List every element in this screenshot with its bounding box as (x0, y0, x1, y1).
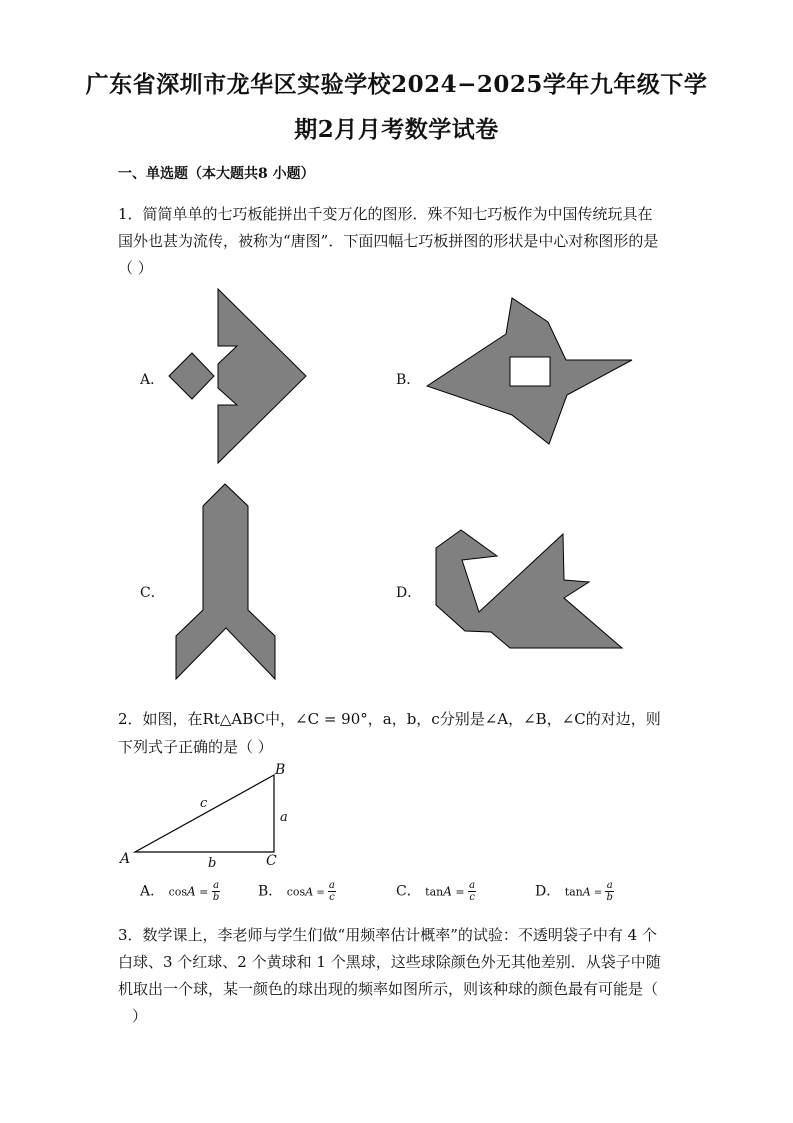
q1-text-line-2: 国外也甚为流传，被称为“唐图”．下面四幅七巧板拼图的形状是中心对称图形的是 (118, 232, 659, 250)
vertex-b-label: B (275, 762, 286, 778)
q2-option-c-label: C． (396, 883, 421, 900)
tangram-a-body (218, 289, 306, 463)
q2-option-c: C． tanA = $\frac{a}{c}$ (396, 880, 476, 903)
q2-option-d-fn: tan (564, 885, 583, 899)
q2-option-b: B． cosA = $\frac{a}{c}$ (258, 880, 335, 903)
q2-option-a-den: b (212, 892, 220, 903)
q2-option-b-den: c (329, 892, 335, 903)
exam-title-line-1: 广东省深圳市龙华区实验学校2024−2025学年九年级下学 (85, 71, 708, 98)
q1-text-line-3: （ ） (118, 259, 153, 277)
q2-option-a-var: A (187, 884, 196, 899)
q2-option-d-num: a (606, 880, 613, 891)
q3-text-line-1: 3．数学课上，李老师与学生们做“用频率估计概率”的试验：不透明袋子中有 4 个 (118, 926, 657, 944)
q3-text-line-2: 白球、3 个红球、2 个黄球和 1 个黑球，这些球除颜色外无其他差别．从袋子中随 (118, 953, 661, 971)
tangram-figure-c (176, 484, 275, 679)
q1-option-c-label: C． (140, 585, 165, 601)
q2-option-a-num: a (213, 880, 220, 891)
q2-option-c-var: A (443, 884, 452, 899)
triangle-outline (135, 775, 274, 852)
tangram-a-square (169, 353, 214, 399)
q1-option-d-label: D． (396, 585, 422, 601)
vertex-c-label: C (266, 853, 277, 869)
q1-text-line-1: 1．简简单单的七巧板能拼出千变万化的图形．殊不知七巧板作为中国传统玩具在 (118, 205, 653, 223)
q2-option-a: A． cosA = $\frac{a}{b}$ (140, 880, 220, 903)
q2-text-line-1: 2．如图，在Rt△ABC中，∠C = 90°，a，b，c分别是∠A，∠B，∠C的对边，则 (118, 710, 661, 728)
tangram-b-body (427, 298, 632, 444)
q2-option-b-num: a (328, 880, 335, 891)
q2-option-b-fn: cos (286, 885, 306, 899)
q2-option-b-var: A (305, 885, 314, 899)
q2-option-a-label: A． (140, 883, 165, 900)
q2-option-c-fraction (468, 880, 476, 903)
q2-option-c-den: c (469, 892, 475, 903)
side-b-label: b (208, 856, 217, 871)
tangram-figure-d (436, 530, 622, 648)
q2-option-b-fraction (328, 880, 336, 903)
q2-option-d-den: b (606, 892, 613, 903)
section-heading: 一、单选题（本大题共8 小题） (118, 166, 315, 182)
q2-option-d-label: D． (535, 883, 561, 900)
q1-option-a-label: A． (140, 372, 165, 388)
q2-text-line-2: 下列式子正确的是（ ） (118, 738, 273, 756)
side-a-label: a (280, 810, 288, 825)
right-triangle-abc (135, 775, 274, 852)
tangram-d-body (436, 530, 622, 648)
exam-title-line-2: 期2月月考数学试卷 (294, 116, 499, 143)
tangram-c-body (176, 484, 275, 679)
q2-option-a-fn: cos (168, 885, 188, 899)
q2-option-d-fraction (605, 880, 613, 903)
q3-text-line-4: ） (132, 1007, 148, 1025)
q2-option-c-num: a (469, 880, 476, 891)
q2-option-b-label: B． (258, 883, 283, 900)
q3-text-line-3: 机取出一个球，某一颜色的球出现的频率如图所示，则该种球的颜色最有可能是（ (118, 980, 659, 998)
tangram-figure-a (169, 289, 306, 463)
q2-option-d-var: A (582, 885, 591, 899)
q2-option-c-fn: tan (425, 885, 444, 899)
tangram-figure-b (427, 298, 632, 444)
q2-option-d: D． tanA = $\frac{a}{b}$ (535, 880, 613, 903)
q2-option-a-fraction (212, 880, 220, 903)
side-c-label: c (200, 796, 208, 811)
vertex-a-label: A (120, 851, 131, 867)
q1-option-b-label: B． (396, 372, 421, 388)
